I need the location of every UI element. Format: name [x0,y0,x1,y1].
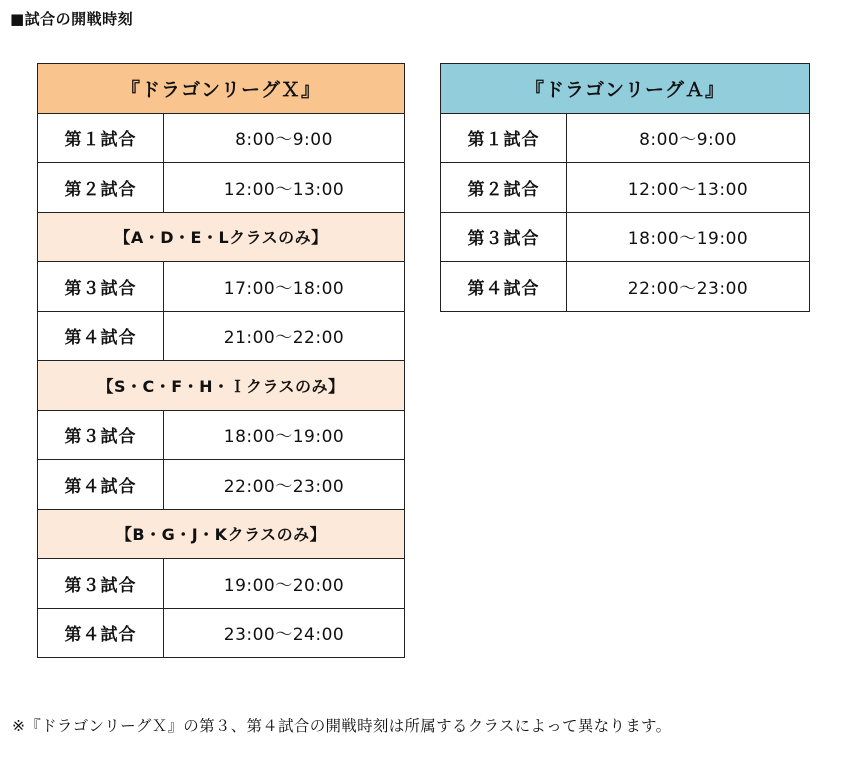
table-row [38,460,405,510]
league-x-schedule-table [37,63,405,658]
section-heading: ■試合の開戦時刻 [10,10,134,28]
table-row [441,163,810,213]
match-label: 第２試合 [441,163,567,213]
match-label: 第３試合 [38,410,164,460]
table-row [38,559,405,609]
match-label: 第４試合 [38,608,164,658]
match-time: 12:00～13:00 [164,163,405,213]
table-header-row [441,64,810,114]
footnote: ※『ドラゴンリーグＸ』の第３、第４試合の開戦時刻は所属するクラスによって異なります。 [12,717,672,735]
class-group-row [38,509,405,559]
class-group-header: 【A・D・E・Lクラスのみ】 [38,212,405,262]
match-time: 8:00～9:00 [567,113,810,163]
match-time: 18:00～19:00 [164,410,405,460]
table-row [441,212,810,262]
match-time: 8:00～9:00 [164,113,405,163]
match-label: 第３試合 [441,212,567,262]
match-label: 第３試合 [38,559,164,609]
league-x-title: 『ドラゴンリーグＸ』 [38,64,405,114]
match-time: 17:00～18:00 [164,262,405,312]
class-group-header: 【B・G・J・Kクラスのみ】 [38,509,405,559]
table-row [441,262,810,312]
table-row [38,410,405,460]
match-label: 第４試合 [38,311,164,361]
league-a-schedule-table [440,63,810,312]
class-group-row [38,212,405,262]
match-time: 23:00～24:00 [164,608,405,658]
table-row [38,113,405,163]
class-group-row [38,361,405,411]
league-a-title: 『ドラゴンリーグＡ』 [441,64,810,114]
match-time: 22:00～23:00 [164,460,405,510]
match-time: 22:00～23:00 [567,262,810,312]
match-label: 第２試合 [38,163,164,213]
match-label: 第１試合 [38,113,164,163]
table-row [441,113,810,163]
match-label: 第４試合 [38,460,164,510]
match-label: 第３試合 [38,262,164,312]
class-group-header: 【S・C・F・H・Ｉクラスのみ】 [38,361,405,411]
match-time: 21:00～22:00 [164,311,405,361]
match-time: 12:00～13:00 [567,163,810,213]
table-header-row [38,64,405,114]
table-row [38,262,405,312]
match-label: 第１試合 [441,113,567,163]
table-row [38,311,405,361]
match-time: 19:00～20:00 [164,559,405,609]
match-time: 18:00～19:00 [567,212,810,262]
table-row [38,608,405,658]
match-label: 第４試合 [441,262,567,312]
table-row [38,163,405,213]
